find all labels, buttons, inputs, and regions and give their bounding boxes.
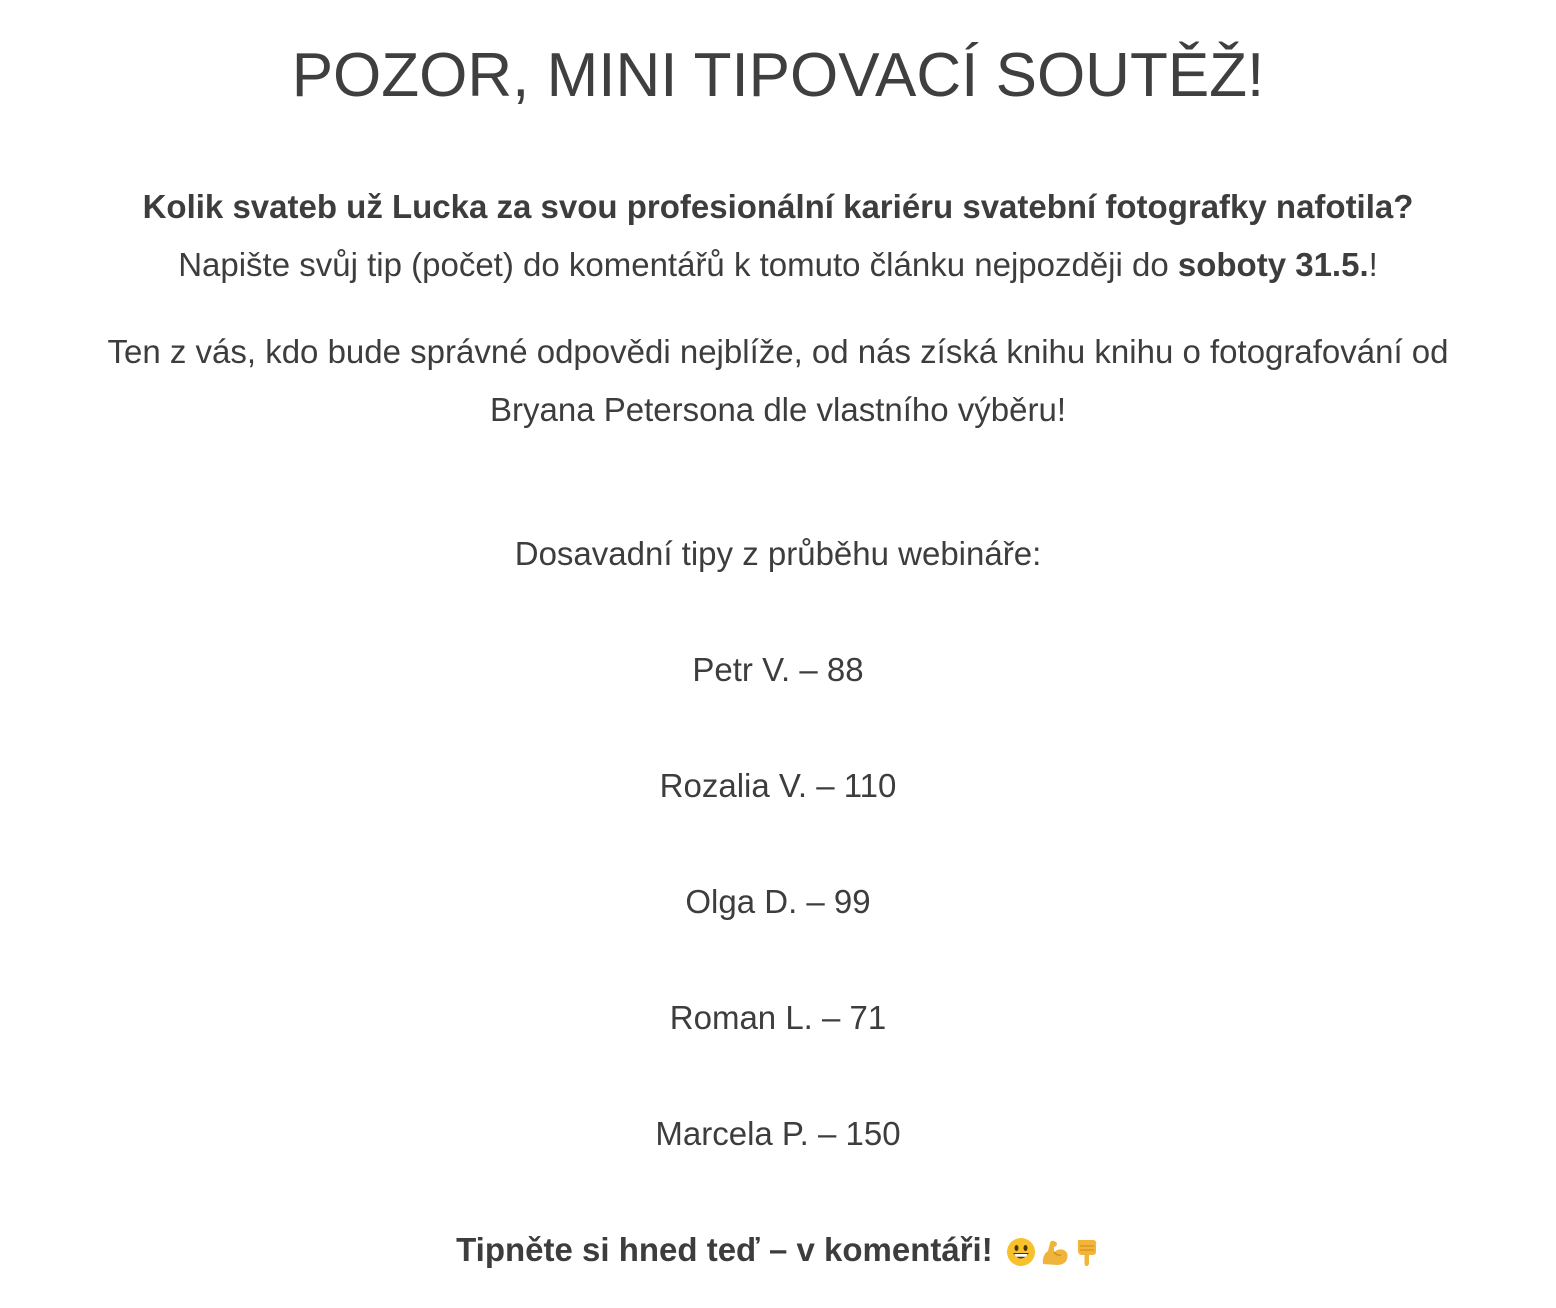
intro-paragraph xyxy=(0,178,1556,294)
prize-line-2: Bryana Petersona dle vlastního výběru! xyxy=(489,391,1066,428)
flexed-biceps-icon xyxy=(1040,1227,1070,1285)
instruction-text: Napište svůj tip (počet) do komentářů k tomuto článku nejpozději do xyxy=(178,246,1178,283)
grinning-face-icon xyxy=(1006,1227,1036,1285)
prize-line-1: Ten z vás, kdo bude správné odpovědi nejblíže, od nás získá knihu knihu o fotografování od xyxy=(107,333,1449,370)
tips-heading: Dosavadní tipy z průběhu webináře: xyxy=(514,535,1042,572)
page-title: POZOR, MINI TIPOVACÍ SOUTĚŽ! xyxy=(291,41,1265,110)
cta-text: Tipněte si hned teď – v komentáři! xyxy=(456,1231,993,1268)
contest-question: Kolik svateb už Lucka za svou profesionální kariéru svatební fotografky nafotila? xyxy=(142,188,1414,225)
deadline-text: soboty 31.5. xyxy=(1177,246,1369,283)
prize-paragraph xyxy=(0,323,1556,439)
tip-item: Petr V. – 88 xyxy=(692,651,864,688)
tip-item: Marcela P. – 150 xyxy=(655,1115,901,1152)
tip-item: Olga D. – 99 xyxy=(685,883,871,920)
tip-item: Rozalia V. – 110 xyxy=(659,767,897,804)
call-to-action xyxy=(0,1221,1556,1285)
pointing-down-icon xyxy=(1074,1227,1100,1285)
tip-item: Roman L. – 71 xyxy=(669,999,887,1036)
instruction-suffix: ! xyxy=(1368,246,1378,283)
